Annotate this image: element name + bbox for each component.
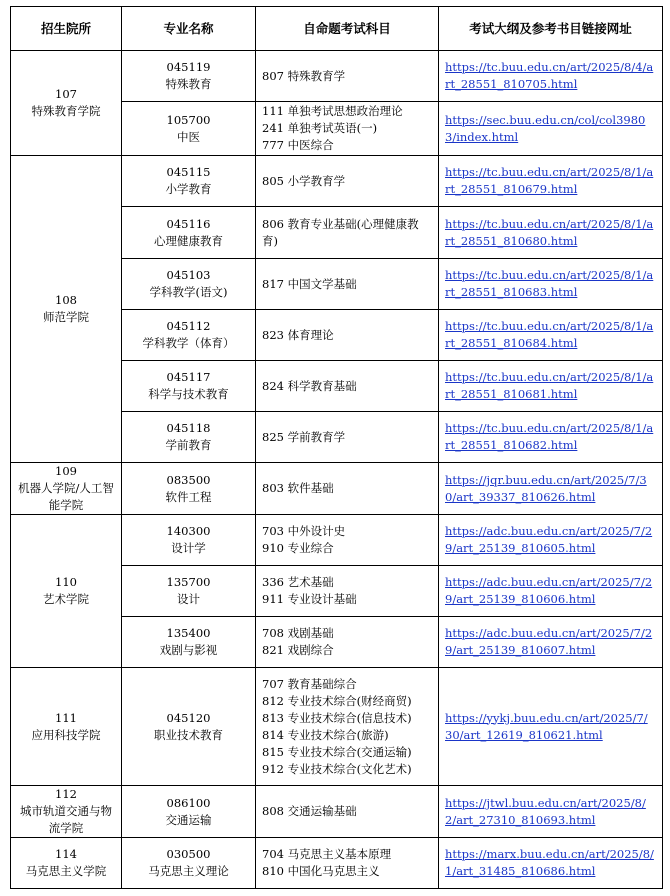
major-cell (122, 838, 256, 889)
table-row (11, 786, 663, 838)
subjects-cell (256, 463, 439, 515)
subject-item: 815 专业技术综合(交通运输) (262, 744, 412, 759)
subjects-cell (256, 566, 439, 617)
subject-item: 810 中国化马克思主义 (262, 864, 380, 878)
syllabus-link[interactable]: https://adc.buu.edu.cn/art/2025/7/29/art_25139_810606.html (445, 575, 653, 606)
college-name: 师范学院 (43, 310, 89, 324)
major-code: 086100 (166, 795, 211, 810)
subject-item: 911 专业设计基础 (262, 592, 357, 606)
subject-item: 807 特殊教育学 (262, 68, 346, 83)
college-code: 114 (55, 847, 77, 861)
subject-item: 336 艺术基础 (262, 575, 334, 589)
major-cell (122, 617, 256, 668)
major-code: 045112 (166, 319, 211, 333)
major-name: 学前教育 (165, 438, 212, 452)
syllabus-link[interactable]: https://tc.buu.edu.cn/art/2025/8/1/art_28551_810679.html (445, 165, 654, 196)
major-cell (122, 51, 256, 102)
subject-item: 824 科学教育基础 (262, 378, 357, 393)
college-name: 机器人学院/人工智能学院 (18, 481, 114, 512)
major-code: 105700 (166, 112, 211, 127)
major-cell (122, 156, 256, 207)
syllabus-link[interactable]: https://adc.buu.edu.cn/art/2025/7/29/art_25139_810605.html (445, 524, 653, 555)
subject-item: 241 单独考试英语(一) (262, 121, 378, 135)
major-name: 职业技术教育 (154, 727, 223, 742)
syllabus-link[interactable]: https://marx.buu.edu.cn/art/2025/8/1/art_31485_810686.html (445, 847, 654, 878)
subject-item: 912 专业技术综合(文化艺术) (262, 761, 412, 776)
college-name: 城市轨道交通与物流学院 (20, 804, 112, 835)
major-name: 心理健康教育 (154, 233, 223, 248)
college-name: 特殊教育学院 (31, 104, 101, 118)
major-cell (122, 668, 256, 786)
link-cell (439, 412, 663, 463)
subjects-cell (256, 412, 439, 463)
header-subjects: 自命题考试科目 (256, 7, 439, 51)
college-name: 马克思主义学院 (25, 864, 107, 878)
major-code: 140300 (166, 524, 211, 538)
major-name: 中医 (177, 129, 200, 144)
table-row (11, 463, 663, 515)
major-name: 设计学 (171, 541, 206, 555)
college-code: 111 (55, 710, 77, 725)
college-cell (11, 515, 122, 668)
link-cell (439, 361, 663, 412)
link-cell (439, 617, 663, 668)
major-name: 科学与技术教育 (148, 387, 229, 401)
table-row (11, 515, 663, 566)
link-cell (439, 838, 663, 889)
college-name: 艺术学院 (43, 592, 89, 606)
major-name: 戏剧与影视 (159, 643, 218, 657)
link-cell (439, 668, 663, 786)
major-code: 045116 (166, 216, 211, 231)
major-name: 小学教育 (165, 182, 212, 196)
college-code: 107 (55, 87, 77, 101)
subjects-cell (256, 361, 439, 412)
subjects-cell (256, 310, 439, 361)
link-cell (439, 51, 663, 102)
subject-item: 812 专业技术综合(财经商贸) (262, 693, 412, 708)
major-code: 135400 (166, 626, 211, 640)
major-code: 083500 (166, 472, 211, 487)
subject-item: 805 小学教育学 (262, 173, 346, 188)
major-cell (122, 786, 256, 838)
major-cell (122, 515, 256, 566)
syllabus-link[interactable]: https://tc.buu.edu.cn/art/2025/8/4/art_28551_810705.html (445, 60, 654, 91)
major-code: 045103 (166, 268, 211, 282)
link-cell (439, 310, 663, 361)
college-cell (11, 51, 122, 156)
syllabus-link[interactable]: https://tc.buu.edu.cn/art/2025/8/1/art_28551_810684.html (445, 319, 654, 350)
subjects-cell (256, 102, 439, 156)
admission-exam-table (10, 6, 663, 889)
major-name: 软件工程 (165, 489, 212, 504)
link-cell (439, 463, 663, 515)
subject-item: 825 学前教育学 (262, 429, 346, 444)
subject-item: 823 体育理论 (262, 327, 334, 342)
subject-item: 806 教育专业基础(心理健康教育) (262, 216, 419, 248)
college-cell (11, 668, 122, 786)
header-row (11, 7, 663, 51)
header-college: 招生院所 (11, 7, 122, 51)
link-cell (439, 786, 663, 838)
major-name: 交通运输 (165, 812, 212, 827)
major-name: 设计 (177, 592, 200, 606)
major-code: 045120 (166, 710, 211, 725)
major-name: 学科教学(语文) (149, 285, 228, 299)
link-cell (439, 515, 663, 566)
subjects-cell (256, 51, 439, 102)
subject-item: 813 专业技术综合(信息技术) (262, 710, 412, 725)
syllabus-link[interactable]: https://tc.buu.edu.cn/art/2025/8/1/art_28551_810682.html (445, 421, 654, 452)
major-cell (122, 102, 256, 156)
syllabus-link[interactable]: https://tc.buu.edu.cn/art/2025/8/1/art_28551_810680.html (445, 216, 654, 248)
major-cell (122, 361, 256, 412)
subjects-cell (256, 838, 439, 889)
subjects-cell (256, 786, 439, 838)
college-code: 109 (55, 464, 77, 478)
link-cell (439, 102, 663, 156)
major-code: 045117 (166, 370, 211, 384)
college-cell (11, 838, 122, 889)
subjects-cell (256, 668, 439, 786)
major-name: 马克思主义理论 (148, 864, 229, 878)
major-cell (122, 259, 256, 310)
college-code: 108 (55, 293, 77, 307)
subjects-cell (256, 259, 439, 310)
subject-item: 111 单独考试思想政治理论 (262, 104, 403, 118)
subject-item: 707 教育基础综合 (262, 676, 357, 691)
syllabus-link[interactable]: https://adc.buu.edu.cn/art/2025/7/29/art_25139_810607.html (445, 626, 653, 657)
subject-item: 808 交通运输基础 (262, 804, 357, 818)
link-cell (439, 566, 663, 617)
subject-item: 704 马克思主义基本原理 (262, 847, 392, 861)
major-code: 030500 (166, 847, 211, 861)
syllabus-link[interactable]: https://tc.buu.edu.cn/art/2025/8/1/art_28551_810681.html (445, 370, 654, 401)
major-code: 045118 (166, 421, 211, 435)
major-code: 045119 (166, 60, 211, 74)
link-cell (439, 259, 663, 310)
major-code: 045115 (166, 165, 211, 179)
college-cell (11, 463, 122, 515)
major-cell (122, 207, 256, 259)
subject-item: 708 戏剧基础 (262, 626, 334, 640)
major-cell (122, 412, 256, 463)
subject-item: 821 戏剧综合 (262, 643, 334, 657)
major-cell (122, 463, 256, 515)
subjects-cell (256, 207, 439, 259)
college-cell (11, 786, 122, 838)
subject-item: 814 专业技术综合(旅游) (262, 727, 389, 742)
major-code: 135700 (166, 575, 211, 589)
table-row (11, 668, 663, 786)
college-name: 应用科技学院 (31, 727, 101, 742)
subjects-cell (256, 156, 439, 207)
major-cell (122, 310, 256, 361)
syllabus-link[interactable]: https://tc.buu.edu.cn/art/2025/8/1/art_28551_810683.html (445, 268, 654, 299)
header-major: 专业名称 (122, 7, 256, 51)
college-code: 110 (55, 575, 77, 589)
subject-item: 817 中国文学基础 (262, 276, 357, 291)
link-cell (439, 207, 663, 259)
table-row (11, 51, 663, 102)
table-row (11, 838, 663, 889)
subject-item: 703 中外设计史 (262, 524, 346, 538)
syllabus-link[interactable]: https://yykj.buu.edu.cn/art/2025/7/30/art_12619_810621.html (445, 710, 648, 742)
subject-item: 803 软件基础 (262, 481, 334, 495)
subjects-cell (256, 515, 439, 566)
header-links: 考试大纲及参考书目链接网址 (439, 7, 663, 51)
syllabus-link[interactable]: https://jqr.buu.edu.cn/art/2025/7/30/art_39337_810626.html (445, 472, 647, 504)
subject-item: 777 中医综合 (262, 138, 334, 152)
major-name: 学科教学（体育） (142, 336, 235, 350)
subject-item: 910 专业综合 (262, 541, 334, 555)
syllabus-link[interactable]: https://sec.buu.edu.cn/col/col39803/index.html (445, 112, 646, 144)
table-row (11, 156, 663, 207)
college-code: 112 (55, 787, 77, 801)
syllabus-link[interactable]: https://jtwl.buu.edu.cn/art/2025/8/2/art_27310_810693.html (445, 795, 646, 827)
link-cell (439, 156, 663, 207)
subjects-cell (256, 617, 439, 668)
major-name: 特殊教育 (165, 77, 212, 91)
major-cell (122, 566, 256, 617)
college-cell (11, 156, 122, 463)
